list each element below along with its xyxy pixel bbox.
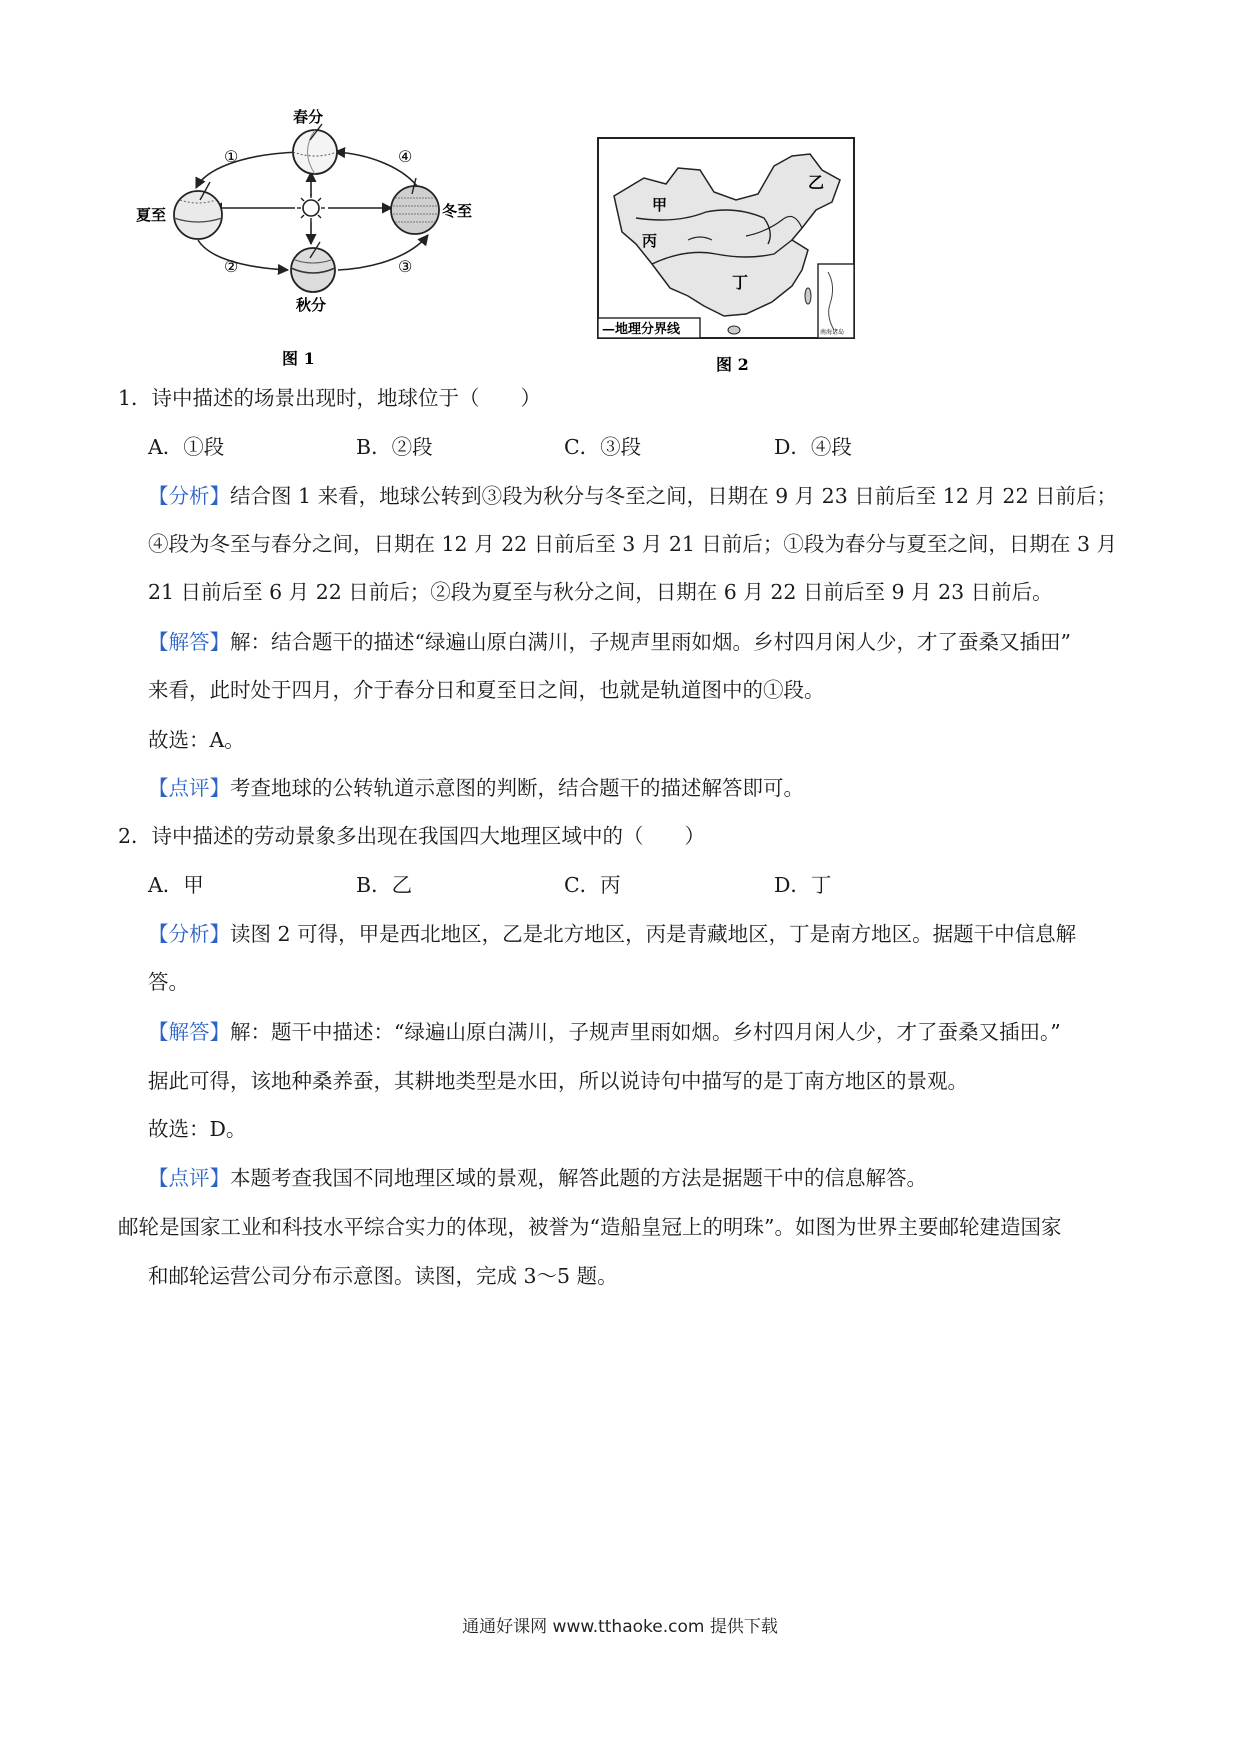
q1-analysis-line-2: ④段为冬至与春分之间，日期在 12 月 22 日前后至 3 月 21 日前后；①段为春分与夏至之间，日期在 3 月 bbox=[148, 532, 1118, 556]
q2-comment-text: 本题考查我国不同地理区域的景观，解答此题的方法是据题干中的信息解答。 bbox=[230, 1166, 927, 1190]
q2-answer-tag: 【解答】 bbox=[148, 1020, 230, 1044]
footer-watermark: 通通好课网 www.tthaoke.com 提供下载 bbox=[462, 1617, 778, 1637]
earth-autumn-equinox-icon bbox=[291, 242, 335, 292]
q1-analysis bbox=[148, 481, 1117, 511]
q1-stem: 1．诗中描述的场景出现时，地球位于（ ） bbox=[118, 386, 542, 410]
orbit-arc-2 bbox=[198, 240, 288, 270]
q2-option-c[interactable]: C．丙 bbox=[564, 873, 621, 897]
q1-comment-tag: 【点评】 bbox=[148, 776, 230, 800]
region-label-yi: 乙 bbox=[808, 173, 825, 192]
q2-answer bbox=[148, 1017, 1061, 1047]
q2-answer-line-2: 据此可得，该地种桑养蚕，其耕地类型是水田，所以说诗句中描写的是丁南方地区的景观。 bbox=[148, 1069, 968, 1093]
figure-2-china-map bbox=[596, 136, 866, 376]
q1-option-d[interactable]: D．④段 bbox=[774, 435, 852, 459]
earth-winter-solstice-icon bbox=[391, 178, 439, 234]
region-label-bing: 丙 bbox=[642, 232, 658, 250]
intro-line-2: 和邮轮运营公司分布示意图。读图，完成 3～5 题。 bbox=[148, 1264, 618, 1288]
intro-line-1: 邮轮是国家工业和科技水平综合实力的体现，被誉为“造船皇冠上的明珠”。如图为世界主要邮轮建造国家 bbox=[118, 1215, 1062, 1239]
q2-options bbox=[148, 870, 1048, 900]
q2-analysis-line-1: 读图 2 可得，甲是西北地区，乙是北方地区，丙是青藏地区，丁是南方地区。据题干中信息解 bbox=[230, 922, 1077, 946]
q1-option-b[interactable]: B．②段 bbox=[356, 435, 433, 459]
q1-answer bbox=[148, 627, 1071, 657]
segment-label-3: ③ bbox=[398, 257, 413, 276]
q2-comment bbox=[148, 1163, 927, 1193]
q2-comment-tag: 【点评】 bbox=[148, 1166, 230, 1190]
q1-answer-line-2: 来看，此时处于四月，介于春分日和夏至日之间，也就是轨道图中的①段。 bbox=[148, 678, 825, 702]
q2-answer-line-1: 解：题干中描述：“绿遍山原白满川，子规声里雨如烟。乡村四月闲人少，才了蚕桑又插田。” bbox=[230, 1020, 1061, 1044]
q1-answer-line-1: 解：结合题干的描述“绿遍山原白满川，子规声里雨如烟。乡村四月闲人少，才了蚕桑又插田” bbox=[230, 630, 1071, 654]
q1-analysis-tag: 【分析】 bbox=[148, 484, 230, 508]
region-label-jia: 甲 bbox=[652, 196, 668, 214]
q1-analysis-line-1: 结合图 1 来看，地球公转到③段为秋分与冬至之间，日期在 9 月 23 日前后至 12 月 22 日前后； bbox=[230, 484, 1118, 508]
q2-analysis-line-2: 答。 bbox=[148, 970, 189, 994]
region-label-ding: 丁 bbox=[732, 273, 749, 292]
figure-1-caption: 图 1 bbox=[282, 349, 315, 368]
q1-comment bbox=[148, 773, 804, 803]
q1-option-c[interactable]: C．③段 bbox=[564, 435, 642, 459]
orbit-svg bbox=[136, 108, 520, 380]
q2-option-a[interactable]: A．甲 bbox=[148, 873, 204, 897]
q2-option-d[interactable]: D．丁 bbox=[774, 873, 832, 897]
earth-summer-solstice-icon bbox=[174, 182, 222, 239]
q2-analysis-tag: 【分析】 bbox=[148, 922, 230, 946]
sun-icon bbox=[297, 194, 325, 222]
q1-comment-text: 考查地球的公转轨道示意图的判断，结合题干的描述解答即可。 bbox=[230, 776, 804, 800]
q1-answer-tag: 【解答】 bbox=[148, 630, 230, 654]
map-legend: —地理分界线 bbox=[602, 322, 681, 337]
segment-label-4: ④ bbox=[398, 147, 413, 166]
label-autumn-equinox: 秋分 bbox=[296, 296, 327, 314]
q2-choice: 故选：D。 bbox=[148, 1117, 247, 1141]
orbit-arc-1 bbox=[196, 152, 300, 188]
q1-analysis-line-3: 21 日前后至 6 月 22 日前后；②段为夏至与秋分之间，日期在 6 月 22 日前后至 9 月 23 日前后。 bbox=[148, 580, 1053, 604]
q1-options bbox=[148, 432, 1048, 462]
q2-analysis bbox=[148, 919, 1076, 949]
figure-1-orbit-diagram bbox=[136, 108, 520, 380]
label-spring-equinox: 春分 bbox=[293, 108, 324, 126]
segment-label-2: ② bbox=[224, 257, 239, 276]
orbit-arc-3 bbox=[338, 235, 428, 270]
segment-label-1: ① bbox=[224, 147, 239, 166]
q2-stem: 2．诗中描述的劳动景象多出现在我国四大地理区域中的（ ） bbox=[118, 824, 706, 848]
q1-choice: 故选：A。 bbox=[148, 728, 245, 752]
q1-option-a[interactable]: A．①段 bbox=[148, 435, 225, 459]
inset-label: 南海诸岛 bbox=[820, 329, 845, 336]
earth-spring-equinox-icon bbox=[293, 124, 337, 174]
map-svg bbox=[596, 136, 866, 376]
label-winter-solstice: 冬至 bbox=[442, 202, 473, 220]
figure-2-caption: 图 2 bbox=[716, 355, 749, 374]
q2-option-b[interactable]: B．乙 bbox=[356, 873, 413, 897]
label-summer-solstice: 夏至 bbox=[136, 206, 167, 224]
